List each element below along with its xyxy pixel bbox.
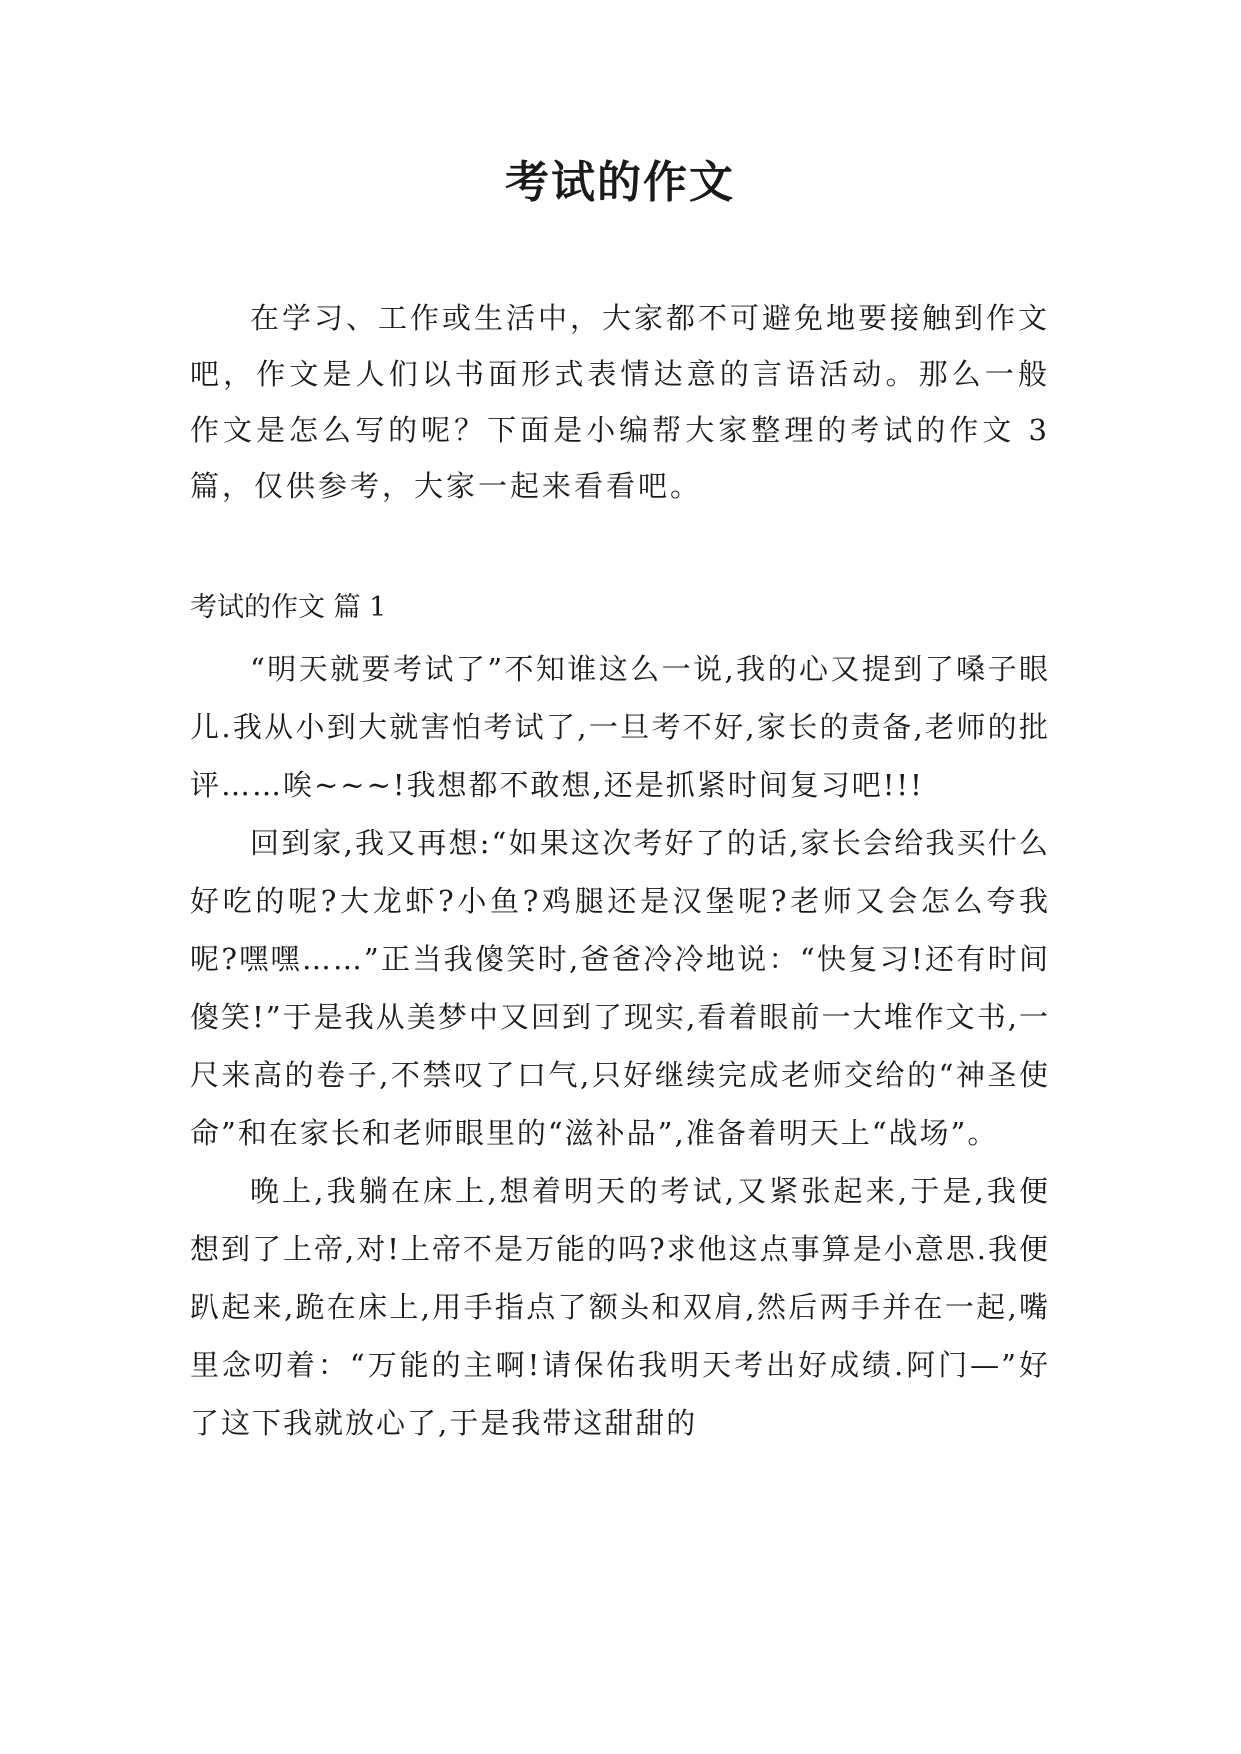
intro-paragraph: 在学习、工作或生活中，大家都不可避免地要接触到作文吧，作文是人们以书面形式表情达意的言语活动。那么一般作文是怎么写的呢？下面是小编帮大家整理的考试的作文 3 篇，仅供参考，大家一起来看看吧。 <box>190 301 1051 503</box>
essay-paragraph: 晚上,我躺在床上,想着明天的考试,又紧张起来,于是,我便想到了上帝,对!上帝不是万能的吗?求他这点事算是小意思.我便趴起来,跪在床上,用手指点了额头和双肩,然后两手并在一起,嘴里念叨着：“万能的主啊!请保佑我明天考出好成绩.阿门—”好了这下我就放心了,于是我带这甜甜的 <box>190 1174 1050 1440</box>
section-heading: 考试的作文 篇 1 <box>190 592 387 623</box>
document-title: 考试的作文 <box>505 157 735 208</box>
essay-body <box>190 640 1050 1452</box>
essay-paragraph: “明天就要考试了”不知谁这么一说,我的心又提到了嗓子眼儿.我从小到大就害怕考试了,一旦考不好,家长的责备,老师的批评……唉~~~!我想都不敢想,还是抓紧时间复习吧!!! <box>190 652 1050 802</box>
essay-paragraph: 回到家,我又再想:“如果这次考好了的话,家长会给我买什么好吃的呢?大龙虾?小鱼?鸡腿还是汉堡呢?老师又会怎么夸我呢?嘿嘿……”正当我傻笑时,爸爸冷冷地说：“快复习!还有时间傻笑!”于是我从美梦中又回到了现实,看着眼前一大堆作文书,一尺来高的卷子,不禁叹了口气,只好继续完成老师交给的“神圣使命”和在家长和老师眼里的“滋补品”,准备着明天上“战场”。 <box>190 826 1050 1150</box>
